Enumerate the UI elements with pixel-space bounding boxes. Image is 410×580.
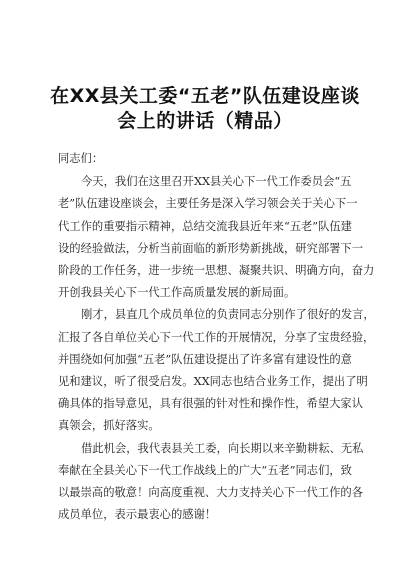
- paragraph-line: 见和建议，听了很受启发。XX同志也结合业务工作，提出了明: [58, 375, 368, 389]
- paragraph: [58, 438, 364, 527]
- paragraph-line: 奉献在全县关心下一代工作战线上的广大“五老”同志们，致: [58, 463, 352, 477]
- title-line: 会上的讲话（精品）: [117, 110, 293, 132]
- paragraph-line: 以最崇高的敬意！向高度重视、大力支持关心下一代工作的各: [58, 486, 364, 500]
- paragraph-line: 设的经验做法，分析当前面临的新形势新挑战，研究部署下一: [58, 241, 364, 255]
- paragraph-line: 老”队伍建设座谈会，主要任务是深入学习领会关于关心下一: [58, 197, 358, 211]
- paragraph-line: 代工作的重要指示精神，总结交流我县近年来“五老”队伍建: [58, 219, 352, 233]
- paragraph-line: 汇报了各自单位关心下一代工作的开展情况，分享了宝贵经验，: [58, 330, 375, 344]
- paragraph-line: 今天，我们在这里召开XX县关心下一代工作委员会“五: [81, 175, 352, 189]
- paragraph-line: 阶段的工作任务，进一步统一思想、凝聚共识、明确方向，奋力: [58, 264, 375, 278]
- paragraph-line: 刚才，县直几个成员单位的负责同志分别作了很好的发言，: [81, 308, 375, 322]
- paragraph-line: 借此机会，我代表县关工委，向长期以来辛勤耕耘、无私: [81, 441, 364, 455]
- paragraph-line: 真领会，抓好落实。: [58, 419, 160, 433]
- document-title: [40, 84, 370, 134]
- paragraph-line: 成员单位，表示最衷心的感谢！: [58, 508, 217, 522]
- title-line: 在XX县关工委“五老”队伍建设座谈: [50, 85, 360, 107]
- paragraph: [58, 304, 375, 437]
- greeting: 同志们：: [58, 152, 104, 165]
- paragraph-line: 并围绕如何加强“五老”队伍建设提出了许多富有建设性的意: [58, 352, 352, 366]
- paragraph: [58, 171, 375, 304]
- paragraph-line: 确具体的指导意见，具有很强的针对性和操作性，希望大家认: [58, 397, 364, 411]
- paragraph-line: 开创我县关心下一代工作高质量发展的新局面。: [58, 286, 296, 300]
- document-body: [58, 148, 375, 526]
